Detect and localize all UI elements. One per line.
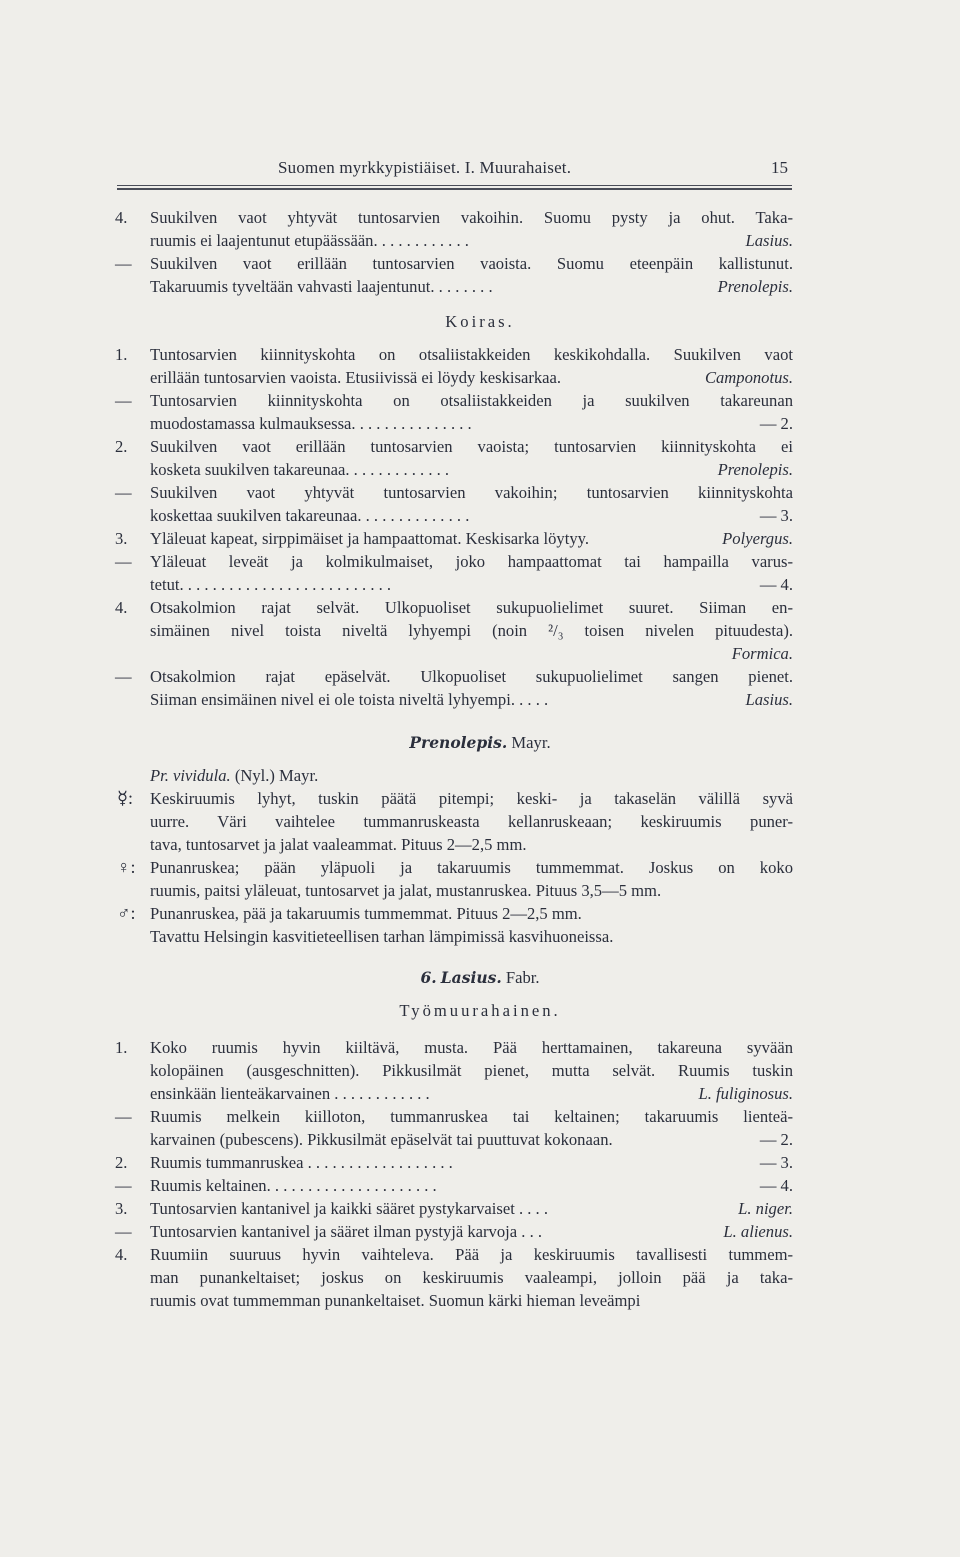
text-line: — Tuntosarvien kantanivel ja sääret ilman pystyjä karvoja . . . L. alienus. <box>115 1222 793 1241</box>
text-line: — Yläleuat leveät ja kolmikulmaiset, joko hampaattomat tai hampailla varus- <box>115 552 793 571</box>
running-header <box>0 158 960 182</box>
text-line: man punankeltaiset; joskus on keskiruumis vaaleampi, jolloin pää ja taka- <box>150 1268 793 1287</box>
subheading: Työmuurahainen. <box>399 1001 561 1020</box>
taxon-name: L. fuliginosus. <box>698 1084 793 1103</box>
taxon-name: Prenolepis. <box>717 277 793 296</box>
taxon-name: Formica. <box>731 644 793 663</box>
section-heading: 6. Lasius. Fabr. <box>420 968 540 987</box>
header-rule-thick <box>117 188 792 190</box>
taxon-name: Camponotus. <box>704 368 793 387</box>
taxon-name: Lasius. <box>745 231 793 250</box>
text-line: 4. Ruumiin suuruus hyvin vaihteleva. Pää ja keskiruumis tavallisesti tummem- <box>115 1245 793 1264</box>
header-rule-thin <box>117 185 792 186</box>
text-line: — Suukilven vaot erillään tuntosarvien vaoista. Suomu eteenpäin kallistunut. <box>115 254 793 273</box>
text-line: koskettaa suukilven takareunaa. . . . . . . . . . . . . . — 3. <box>150 506 793 525</box>
male-symbol: ♂: <box>117 903 136 923</box>
taxon-name: Prenolepis. <box>717 460 793 479</box>
text-line: ♂: Punanruskea, pää ja takaruumis tummemmat. Pituus 2—2,5 mm. <box>117 903 582 923</box>
taxon-name: L. alienus. <box>723 1222 793 1241</box>
text-line: tava, tuntosarvet ja jalat vaaleammat. Pituus 2—2,5 mm. <box>150 835 527 854</box>
text-line: uurre. Väri vaihtelee tummanruskeasta kellanruskeaan; keskiruumis puner- <box>150 812 793 831</box>
text-line: tetut. . . . . . . . . . . . . . . . . . . . . . . . . . — 4. <box>150 575 793 594</box>
taxon-name: Lasius. <box>745 690 793 709</box>
text-line: 3. Yläleuat kapeat, sirppimäiset ja hampaattomat. Keskisarka löytyy. Polyergus. <box>115 529 793 548</box>
text-line: — Suukilven vaot yhtyvät tuntosarvien vakoihin; tuntosarvien kiinnityskohta <box>115 483 793 502</box>
text-line: Takaruumis tyveltään vahvasti laajentunut. . . . . . . . Prenolepis. <box>150 277 793 296</box>
text-line: Siiman ensimäinen nivel ei ole toista niveltä lyhyempi. . . . . Lasius. <box>150 690 793 709</box>
female-symbol: ♀: <box>117 857 136 877</box>
text-line: — Tuntosarvien kiinnityskohta on otsaliistakkeiden ja suukilven takareunan <box>115 391 793 410</box>
text-line: simäinen nivel toista niveltä lyhyempi (noin ²/₃ toisen nivelen pituudesta). <box>150 621 793 640</box>
text-line: 2. Ruumis tummanruskea . . . . . . . . . . . . . . . . . . — 3. <box>115 1153 793 1172</box>
text-line: ☿: Keskiruumis lyhyt, tuskin päätä pitempi; keski- ja takaselän välillä syvä <box>117 788 793 808</box>
subheading: Koiras. <box>445 312 515 331</box>
text-line: ruumis, paitsi yläleuat, tuntosarvet ja jalat, mustanruskea. Pituus 3,5—5 mm. <box>150 881 662 900</box>
text-line: 4. Suukilven vaot yhtyvät tuntosarvien vakoihin. Suomu pysty ja ohut. Taka- <box>115 208 793 227</box>
section-heading: Prenolepis. Mayr. <box>409 733 551 752</box>
text-line: ♀: Punanruskea; pään yläpuoli ja takaruumis tummemmat. Joskus on koko <box>117 857 793 877</box>
text-line: karvainen (pubescens). Pikkusilmät epäselvät tai puuttuvat kokonaan. — 2. <box>150 1130 793 1149</box>
species-name: Pr. vividula. <box>150 766 231 785</box>
worker-symbol: ☿: <box>117 788 134 808</box>
text-line: muodostamassa kulmauksessa. . . . . . . . . . . . . . . — 2. <box>150 414 793 433</box>
text-line: ruumis ovat tummemman punankeltaiset. Suomun kärki hieman leveämpi <box>150 1291 641 1310</box>
text-line: 1. Tuntosarvien kiinnityskohta on otsaliistakkeiden keskikohdalla. Suukilven vaot <box>115 345 793 364</box>
text-line: 1. Koko ruumis hyvin kiiltävä, musta. Pää herttamainen, takareuna syvään <box>115 1038 793 1057</box>
text-line: ensinkään lienteäkarvainen . . . . . . . . . . . . L. fuliginosus. <box>150 1084 793 1103</box>
genus-name: Lasius. <box>440 968 502 987</box>
text-line <box>0 642 960 665</box>
text-line: 4. Otsakolmion rajat selvät. Ulkopuoliset sukupuolielimet suuret. Siiman en- <box>115 598 793 617</box>
text-line: Tavattu Helsingin kasvitieteellisen tarhan lämpimissä kasvihuoneissa. <box>150 927 614 946</box>
text-line: — Ruumis keltainen. . . . . . . . . . . . . . . . . . . . . — 4. <box>115 1176 793 1195</box>
running-title: Suomen myrkkypistiäiset. I. Muurahaiset. <box>278 158 572 177</box>
species-heading: Pr. vividula. (Nyl.) Mayr. <box>150 766 319 785</box>
text-line: kosketa suukilven takareunaa. . . . . . . . . . . . . Prenolepis. <box>150 460 793 479</box>
taxon-name: Polyergus. <box>722 529 793 548</box>
text-line: 3. Tuntosarvien kantanivel ja kaikki sääret pystykarvaiset . . . . L. niger. <box>115 1199 793 1218</box>
text-line: ruumis ei laajentunut etupäässään. . . . . . . . . . . . Lasius. <box>150 231 793 250</box>
text-line: kolopäinen (ausgeschnitten). Pikkusilmät pienet, mutta selvät. Ruumis tuskin <box>150 1061 793 1080</box>
genus-name: Prenolepis. <box>409 733 508 752</box>
text-line: — Otsakolmion rajat epäselvät. Ulkopuoliset sukupuolielimet sangen pienet. <box>115 667 793 686</box>
text-line: erillään tuntosarvien vaoista. Etusiivissä ei löydy keskisarkaa. Camponotus. <box>150 368 793 387</box>
text-line: 2. Suukilven vaot erillään tuntosarvien vaoista; tuntosarvien kiinnityskohta ei <box>115 437 793 456</box>
taxon-name: L. niger. <box>738 1199 793 1218</box>
key-text <box>0 206 960 1312</box>
text-line: — Ruumis melkein kiilloton, tummanruskea tai keltainen; takaruumis lienteä- <box>115 1107 793 1126</box>
page-number: 15 <box>771 158 788 177</box>
